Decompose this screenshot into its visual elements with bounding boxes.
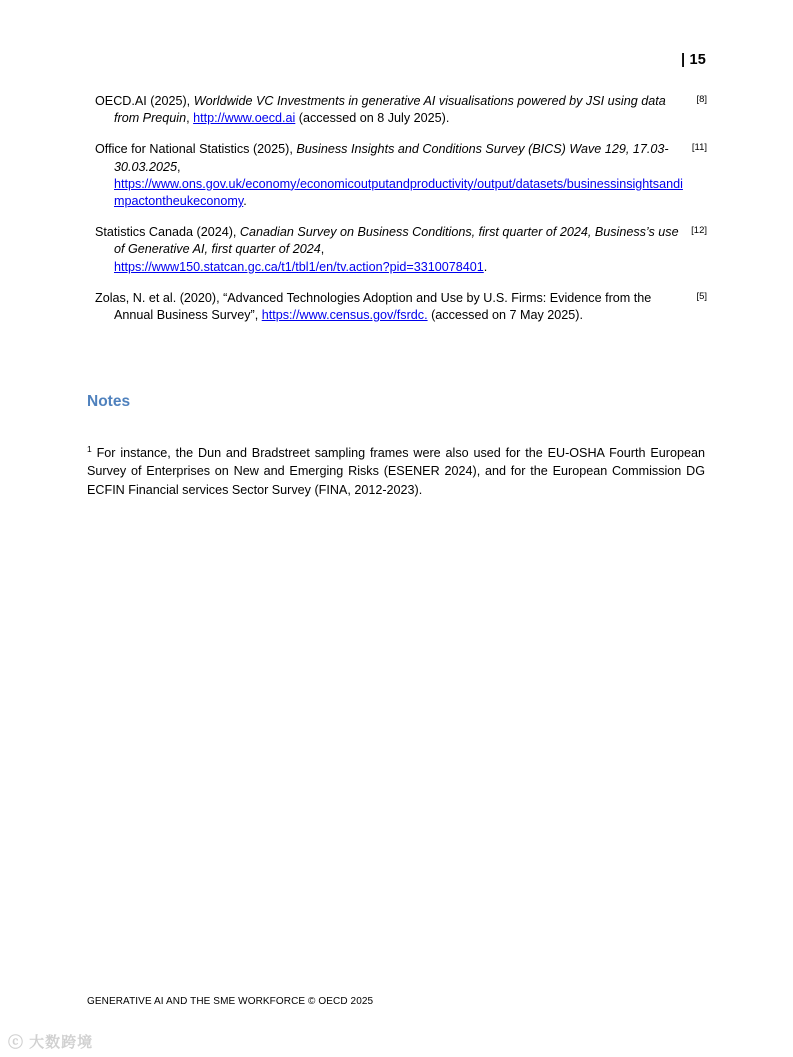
reference-tag: [5] (696, 290, 707, 302)
page-footer: GENERATIVE AI AND THE SME WORKFORCE © OECD 2025 (87, 996, 374, 1007)
reference-suffix: (accessed on 7 May 2025). (427, 308, 583, 323)
reference-text (95, 93, 686, 127)
reference-list (95, 93, 707, 338)
reference-author: Office for National Statistics (2025), (95, 142, 297, 157)
reference-link[interactable]: https://www.census.gov/fsrdc. (261, 308, 428, 323)
watermark: ⓒ 大数跨境 (8, 1034, 94, 1051)
reference-item (95, 224, 707, 276)
reference-title: Worldwide VC Investments in generative AI visualisations powered by JSI using data from Prequin (114, 94, 666, 126)
reference-item (95, 141, 707, 210)
reference-author: OECD.AI (2025), (95, 94, 194, 108)
reference-separator: , (186, 111, 194, 126)
footnote-text: For instance, the Dun and Bradstreet sampling frames were also used for the EU-OSHA Fourth European Survey of Enterprises on New and Emerging Risks (ESENER 2024), and for the European Commission DG ECFIN Financial services Sector Survey (FINA, 2012-2023). (87, 446, 705, 497)
reference-link[interactable]: https://www.ons.gov.uk/economy/economicoutputandproductivity/output/datasets/businessinsightsandimpactontheukeconomy (114, 176, 683, 209)
reference-item (95, 290, 707, 324)
reference-item (95, 93, 707, 127)
reference-text (95, 141, 686, 210)
reference-text (95, 224, 686, 276)
reference-link[interactable]: http://www.oecd.ai (193, 111, 296, 126)
reference-title: Canadian Survey on Business Conditions, first quarter of 2024, Business’s use of Generative AI, first quarter of 2024 (114, 225, 679, 257)
reference-link[interactable]: https://www150.statcan.gc.ca/t1/tbl1/en/tv.action?pid=3310078401 (114, 259, 484, 274)
reference-tag: [12] (691, 225, 707, 237)
reference-title: Business Insights and Conditions Survey (BICS) Wave 129, 17.03-30.03.2025 (114, 142, 669, 174)
reference-separator: , (320, 242, 325, 257)
page-number: | 15 (680, 52, 706, 68)
reference-tag: [11] (691, 142, 707, 154)
reference-tag: [8] (696, 94, 707, 105)
footnote-marker: 1 (87, 444, 92, 454)
reference-separator: , (177, 159, 181, 174)
footnote (87, 444, 705, 499)
reference-suffix: (accessed on 8 July 2025). (295, 111, 450, 126)
reference-author: Zolas, N. et al. (2020), “Advanced Technologies Adoption and Use by U.S. Firms: Evidence from the Annual Business Survey”, (95, 290, 652, 323)
reference-author: Statistics Canada (2024), (95, 225, 240, 240)
reference-suffix: . (243, 194, 247, 209)
reference-suffix: . (483, 259, 488, 274)
notes-heading: Notes (87, 393, 131, 410)
reference-text (95, 290, 686, 324)
